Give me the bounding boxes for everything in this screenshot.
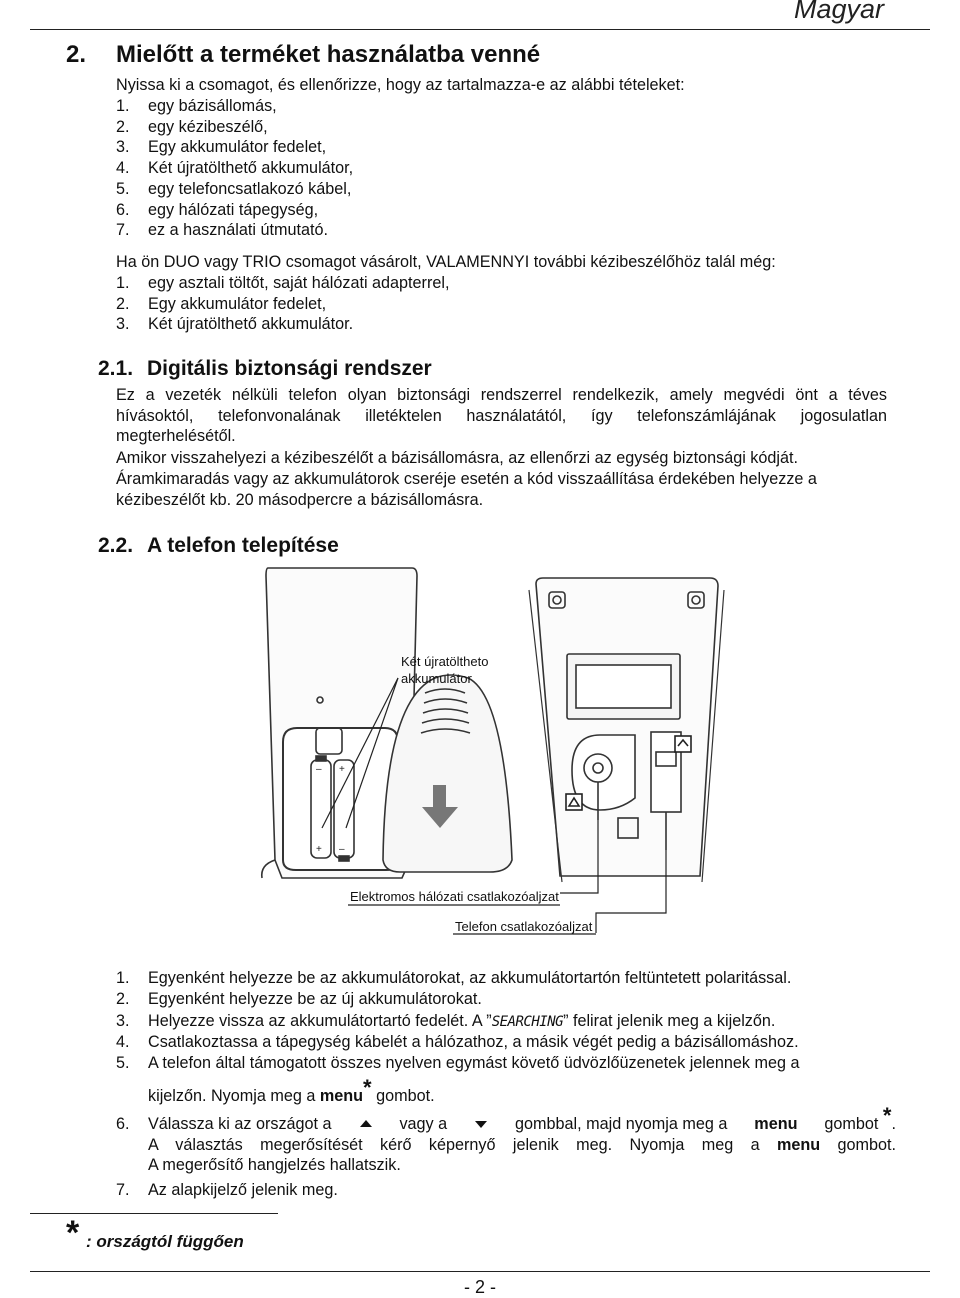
section-title: Mielőtt a terméket használatba venné xyxy=(116,41,541,68)
list-item: 3. Egy akkumulátor fedelet, xyxy=(116,138,327,157)
list-item: 4. Két újratölthető akkumulátor, xyxy=(116,159,354,178)
footnote-star: * xyxy=(66,1214,80,1252)
list-item: 1. egy asztali töltőt, saját hálózati adapterrel, xyxy=(116,274,450,292)
list-item: 1. egy bázisállomás, xyxy=(116,97,277,115)
section-2-heading xyxy=(66,41,540,69)
header-divider xyxy=(30,29,930,30)
step-7: 7. Az alapkijelző jelenik meg. xyxy=(116,1181,338,1199)
section-number: 2.2. xyxy=(98,534,134,557)
list-item: 2. Egy akkumulátor fedelet, xyxy=(116,294,327,313)
header-language: Magyar xyxy=(793,0,884,24)
section-2-1-heading xyxy=(98,357,432,381)
menu-key-label: menu xyxy=(319,1086,364,1105)
svg-text:+: + xyxy=(316,844,322,855)
battery-callout-label: Két újratöltheto akkumulátor xyxy=(401,654,489,686)
svg-text:–: – xyxy=(339,844,345,855)
list-item: 2. egy kézibeszélő, xyxy=(116,117,268,136)
section-number: 2.1. xyxy=(98,357,134,380)
step-3: 3. Helyezze vissza az akkumulátortartó fedelét. A ”SEARCHING” felirat jelenik meg a kijelzőn. xyxy=(116,1012,776,1030)
section-2-2-heading xyxy=(98,534,339,558)
security-paragraph-2: Amikor visszahelyezi a kézibeszélőt a bázisállomásra, az ellenőrzi az egység biztonsági kódját. xyxy=(116,449,799,467)
section-title: A telefon telepítése xyxy=(147,534,339,557)
duo-list xyxy=(116,273,449,335)
security-paragraph-3: Áramkimaradás vagy az akkumulátorok cseréje esetén a kód visszaállítása érdekében helyezze a kézibeszélőt kb. 20 másodpercre a bázisállomásra. xyxy=(116,470,817,509)
step-6: 6. Válassza ki az országot a vagy a gombbal, majd nyomja meg a menu gombot *. A választás megerősítését kérő képernyő jelenik meg. Nyomja meg a menu gombot. A megerősítő hangjelzés hallatszik. xyxy=(116,1103,896,1175)
footnote-star: * xyxy=(363,1074,372,1100)
footnote-star: * xyxy=(882,1103,892,1128)
down-arrow-icon xyxy=(474,1119,488,1129)
socket-icon-phone xyxy=(675,736,691,752)
footnote-text: : országtól függően xyxy=(86,1232,244,1251)
svg-text:–: – xyxy=(316,764,322,775)
list-item: 3. Két újratölthető akkumulátor. xyxy=(116,315,354,334)
list-item: 6. egy hálózati tápegység, xyxy=(116,200,319,219)
step-1: 1. Egyenként helyezze be az akkumulátorokat, az akkumulátortartón feltüntetett polaritással. xyxy=(116,969,792,987)
security-paragraph-1: Ez a vezeték nélküli telefon olyan biztonsági rendszerrel rendelkezik, amely megvédi önt a téves hívásoktól, telefonvonalának illetéktelen használatától, így telefonszámlájának jogosulatlan megterhelésétől. xyxy=(116,386,887,446)
contents-list xyxy=(116,96,353,241)
page-number: - 2 - xyxy=(463,1277,496,1297)
duo-intro: Ha ön DUO vagy TRIO csomagot vásárolt, VALAMENNYI további kézibeszélőhöz talál még: xyxy=(116,253,776,271)
menu-key-label: menu xyxy=(754,1115,798,1133)
section-number: 2. xyxy=(66,41,87,68)
display-searching-text: SEARCHING xyxy=(491,1014,564,1030)
footer-divider xyxy=(30,1271,930,1272)
list-item: 7. ez a használati útmutató. xyxy=(116,221,328,240)
menu-key-label: menu xyxy=(776,1135,821,1154)
contents-intro: Nyissa ki a csomagot, és ellenőrizze, hogy az tartalmazza-e az alábbi tételeket: xyxy=(116,76,685,94)
step-2: 2. Egyenként helyezze be az új akkumulátorokat. xyxy=(116,990,482,1008)
step-5: 5. A telefon által támogatott összes nyelven egymást követő üdvözlőüzenetek jelennek meg a kijelzőn. Nyomja meg a menu* gombot. xyxy=(116,1054,800,1105)
phone-socket-label: Telefon csatlakozóaljzat xyxy=(455,919,593,934)
section-title: Digitális biztonsági rendszer xyxy=(147,357,432,380)
socket-icon-power xyxy=(566,794,582,810)
power-socket-label: Elektromos hálózati csatlakozóaljzat xyxy=(350,889,559,904)
svg-text:+: + xyxy=(339,764,345,775)
base-station-illustration xyxy=(529,578,724,882)
list-item: 5. egy telefoncsatlakozó kábel, xyxy=(116,179,352,198)
step-4: 4. Csatlakoztassa a tápegység kábelét a hálózathoz, a másik végét pedig a bázisállomáshoz. xyxy=(116,1033,799,1051)
up-arrow-icon xyxy=(359,1119,373,1129)
